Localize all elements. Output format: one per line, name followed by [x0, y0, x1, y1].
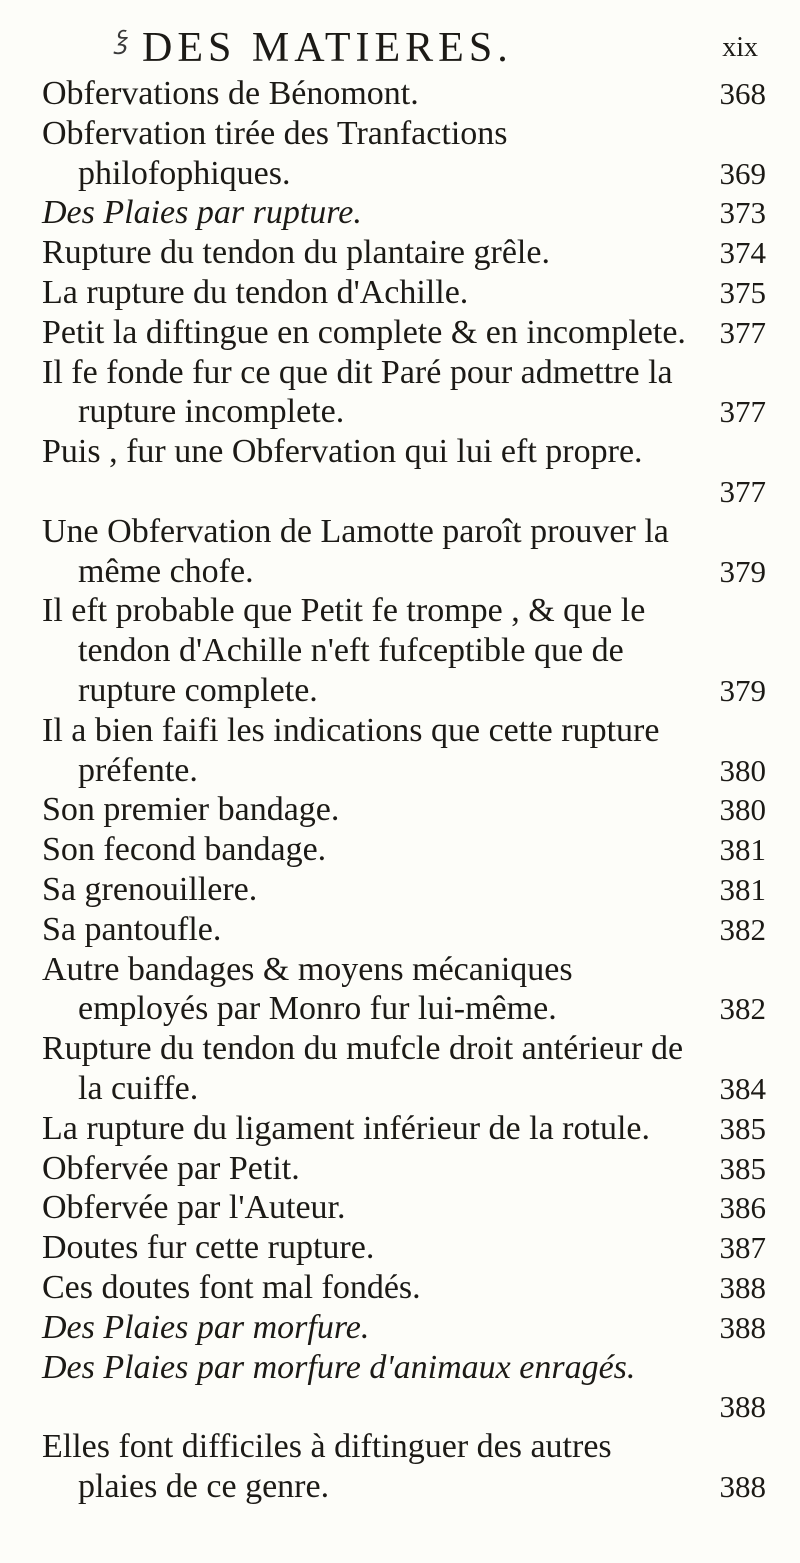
toc-entry-text: Puis , fur une Obfervation qui lui eft propre.	[42, 433, 643, 471]
running-title: DES MATIERES.	[142, 25, 513, 71]
toc-entry-page: 388	[719, 1309, 766, 1345]
toc-entry-page: 377	[719, 314, 766, 350]
toc-entry-text: Il a bien faifi les indications que cette rupture préfente.	[42, 711, 660, 789]
toc-entry	[42, 1308, 772, 1348]
toc-entry-text: Rupture du tendon du plantaire grêle.	[42, 234, 550, 272]
toc-entry-text: Ces doutes font mal fondés.	[42, 1268, 421, 1306]
toc-entry	[42, 1228, 772, 1268]
toc-entry	[42, 910, 772, 950]
toc-entry-text: Une Obfervation de Lamotte paroît prouver la même chofe.	[42, 512, 669, 590]
toc-entry-page: 375	[719, 274, 766, 310]
toc-entry-page: 380	[719, 752, 766, 788]
toc-entry-text: Obfervations de Bénomont.	[42, 75, 419, 112]
toc-entry-text: Obfervation tirée des Tranfactions philofophiques.	[42, 114, 508, 192]
toc-entry	[42, 1348, 772, 1428]
toc-entry-text: Son fecond bandage.	[42, 831, 327, 869]
toc-entry	[42, 193, 772, 233]
toc-entry	[42, 711, 772, 791]
toc-entry-text: Rupture du tendon du mufcle droit antérieur de la cuiffe.	[42, 1030, 684, 1107]
toc-entry-text: Obfervée par l'Auteur.	[42, 1189, 346, 1227]
toc-entry-text: La rupture du ligament inférieur de la rotule.	[42, 1109, 650, 1147]
toc-entry-text: Il fe fonde fur ce que dit Paré pour admettre la rupture incomplete.	[42, 353, 673, 431]
toc-entry-text: Elles font difficiles à diftinguer des autres plaies de ce genre.	[42, 1428, 612, 1505]
toc-entry-page: 385	[719, 1110, 766, 1146]
toc-entry	[42, 950, 772, 1030]
toc-entry	[42, 1427, 772, 1507]
toc-entry-page: 386	[719, 1190, 766, 1226]
toc-entry	[42, 512, 772, 592]
toc-entry-text: Obfervée par Petit.	[42, 1149, 300, 1187]
page-header	[42, 0, 772, 74]
toc-entry	[42, 74, 772, 114]
toc-entry-page: 368	[719, 76, 766, 111]
toc-entry-text: Autre bandages & moyens mécaniques employés par Monro fur lui-même.	[42, 950, 573, 1028]
toc-entry-page: 381	[719, 871, 766, 907]
toc-entry-text: Petit la diftingue en complete & en incomplete.	[42, 313, 686, 351]
table-of-contents	[42, 74, 772, 1507]
toc-entry-page: 381	[719, 832, 766, 868]
toc-entry	[42, 233, 772, 273]
toc-entry-text: Des Plaies par morfure.	[42, 1308, 370, 1346]
toc-entry	[42, 1188, 772, 1228]
toc-entry-page: 377	[719, 394, 766, 430]
toc-entry-text: La rupture du tendon d'Achille.	[42, 273, 469, 311]
toc-entry-text: Des Plaies par morfure d'animaux enragés.	[42, 1348, 636, 1386]
toc-entry-page: 377	[719, 473, 766, 509]
toc-entry-page: 373	[719, 195, 766, 231]
toc-entry	[42, 1029, 772, 1109]
toc-entry	[42, 1268, 772, 1308]
toc-entry	[42, 273, 772, 313]
toc-entry-page: 380	[719, 792, 766, 828]
toc-entry	[42, 353, 772, 433]
toc-entry-text: Son premier bandage.	[42, 791, 340, 829]
toc-entry-text: Doutes fur cette rupture.	[42, 1229, 375, 1267]
toc-entry-page: 387	[719, 1230, 766, 1266]
toc-entry-page: 388	[719, 1269, 766, 1305]
page-number: xix	[722, 32, 758, 63]
toc-entry-page: 374	[719, 235, 766, 271]
toc-entry-page: 382	[719, 911, 766, 947]
toc-entry	[42, 1109, 772, 1149]
toc-entry-page: 379	[719, 672, 766, 708]
toc-entry	[42, 830, 772, 870]
toc-entry-page: 385	[719, 1150, 766, 1186]
toc-entry-page: 388	[719, 1468, 766, 1504]
toc-entry-text: Des Plaies par rupture.	[42, 194, 362, 232]
toc-entry	[42, 313, 772, 353]
toc-entry-page: 382	[719, 991, 766, 1027]
toc-entry-text: Sa grenouillere.	[42, 870, 258, 908]
signature-mark: ꝣ	[114, 25, 128, 55]
toc-entry	[42, 1149, 772, 1189]
toc-entry-page: 369	[719, 155, 766, 191]
toc-entry	[42, 870, 772, 910]
toc-entry-page: 384	[719, 1070, 766, 1106]
toc-entry-text: Sa pantoufle.	[42, 910, 222, 948]
toc-entry	[42, 114, 772, 194]
toc-entry	[42, 432, 772, 512]
toc-entry	[42, 591, 772, 710]
toc-entry-text: Il eft probable que Petit fe trompe , & que le tendon d'Achille n'eft fufceptible que de rupture complete.	[42, 592, 646, 709]
toc-entry-page: 379	[719, 553, 766, 589]
toc-entry-page: 388	[719, 1389, 766, 1425]
toc-entry	[42, 790, 772, 830]
